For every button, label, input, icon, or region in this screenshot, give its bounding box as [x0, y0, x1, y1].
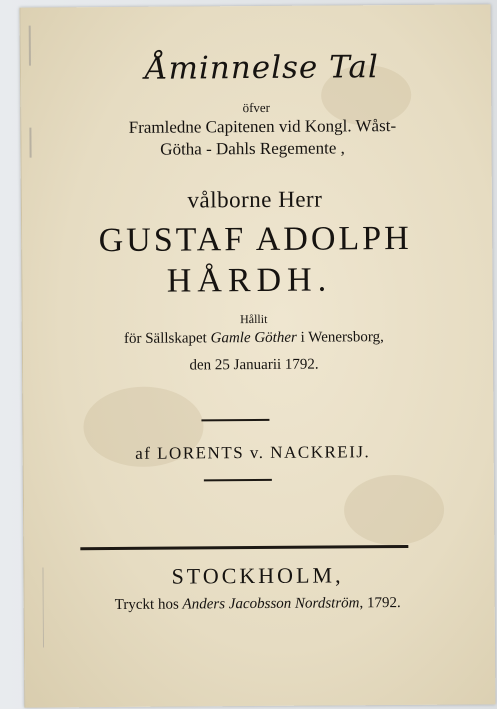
society-line — [19, 328, 489, 348]
author-line: af LORENTS v. NACKREIJ. — [135, 442, 371, 463]
honorific-line: vålborne Herr — [187, 186, 323, 213]
subject-name-line-2: HÅRDH. — [166, 261, 333, 300]
society-name: Gamle Göther — [210, 329, 297, 347]
divider-rule — [201, 419, 269, 421]
date-line: den 25 Januarii 1792. — [189, 356, 319, 374]
printer-suffix: , 1792. — [359, 595, 401, 612]
imprint-printer — [23, 594, 493, 614]
divider-rule — [204, 479, 272, 481]
society-line-suffix: i Wenersborg, — [296, 329, 384, 346]
preposition-line: öfver — [242, 99, 271, 116]
imprint-divider — [80, 545, 408, 550]
subtitle-line-2: Götha - Dahls Regemente , — [160, 138, 345, 159]
printer-name: Anders Jacobsson Nordström — [182, 595, 360, 613]
document-title: Åminnelse Tal — [145, 49, 379, 87]
delivered-label: Hållit — [240, 311, 268, 327]
subtitle-line-1: Framledne Capitenen vid Kongl. Wåst- — [128, 116, 397, 137]
title-page — [20, 4, 496, 707]
subject-name-line-1: GUSTAF ADOLPH — [98, 219, 412, 260]
paper-stain — [344, 475, 444, 546]
imprint-city: STOCKHOLM, — [171, 562, 344, 589]
society-line-prefix: för Sällskapet — [123, 330, 211, 347]
printer-prefix: Tryckt hos — [114, 596, 183, 614]
